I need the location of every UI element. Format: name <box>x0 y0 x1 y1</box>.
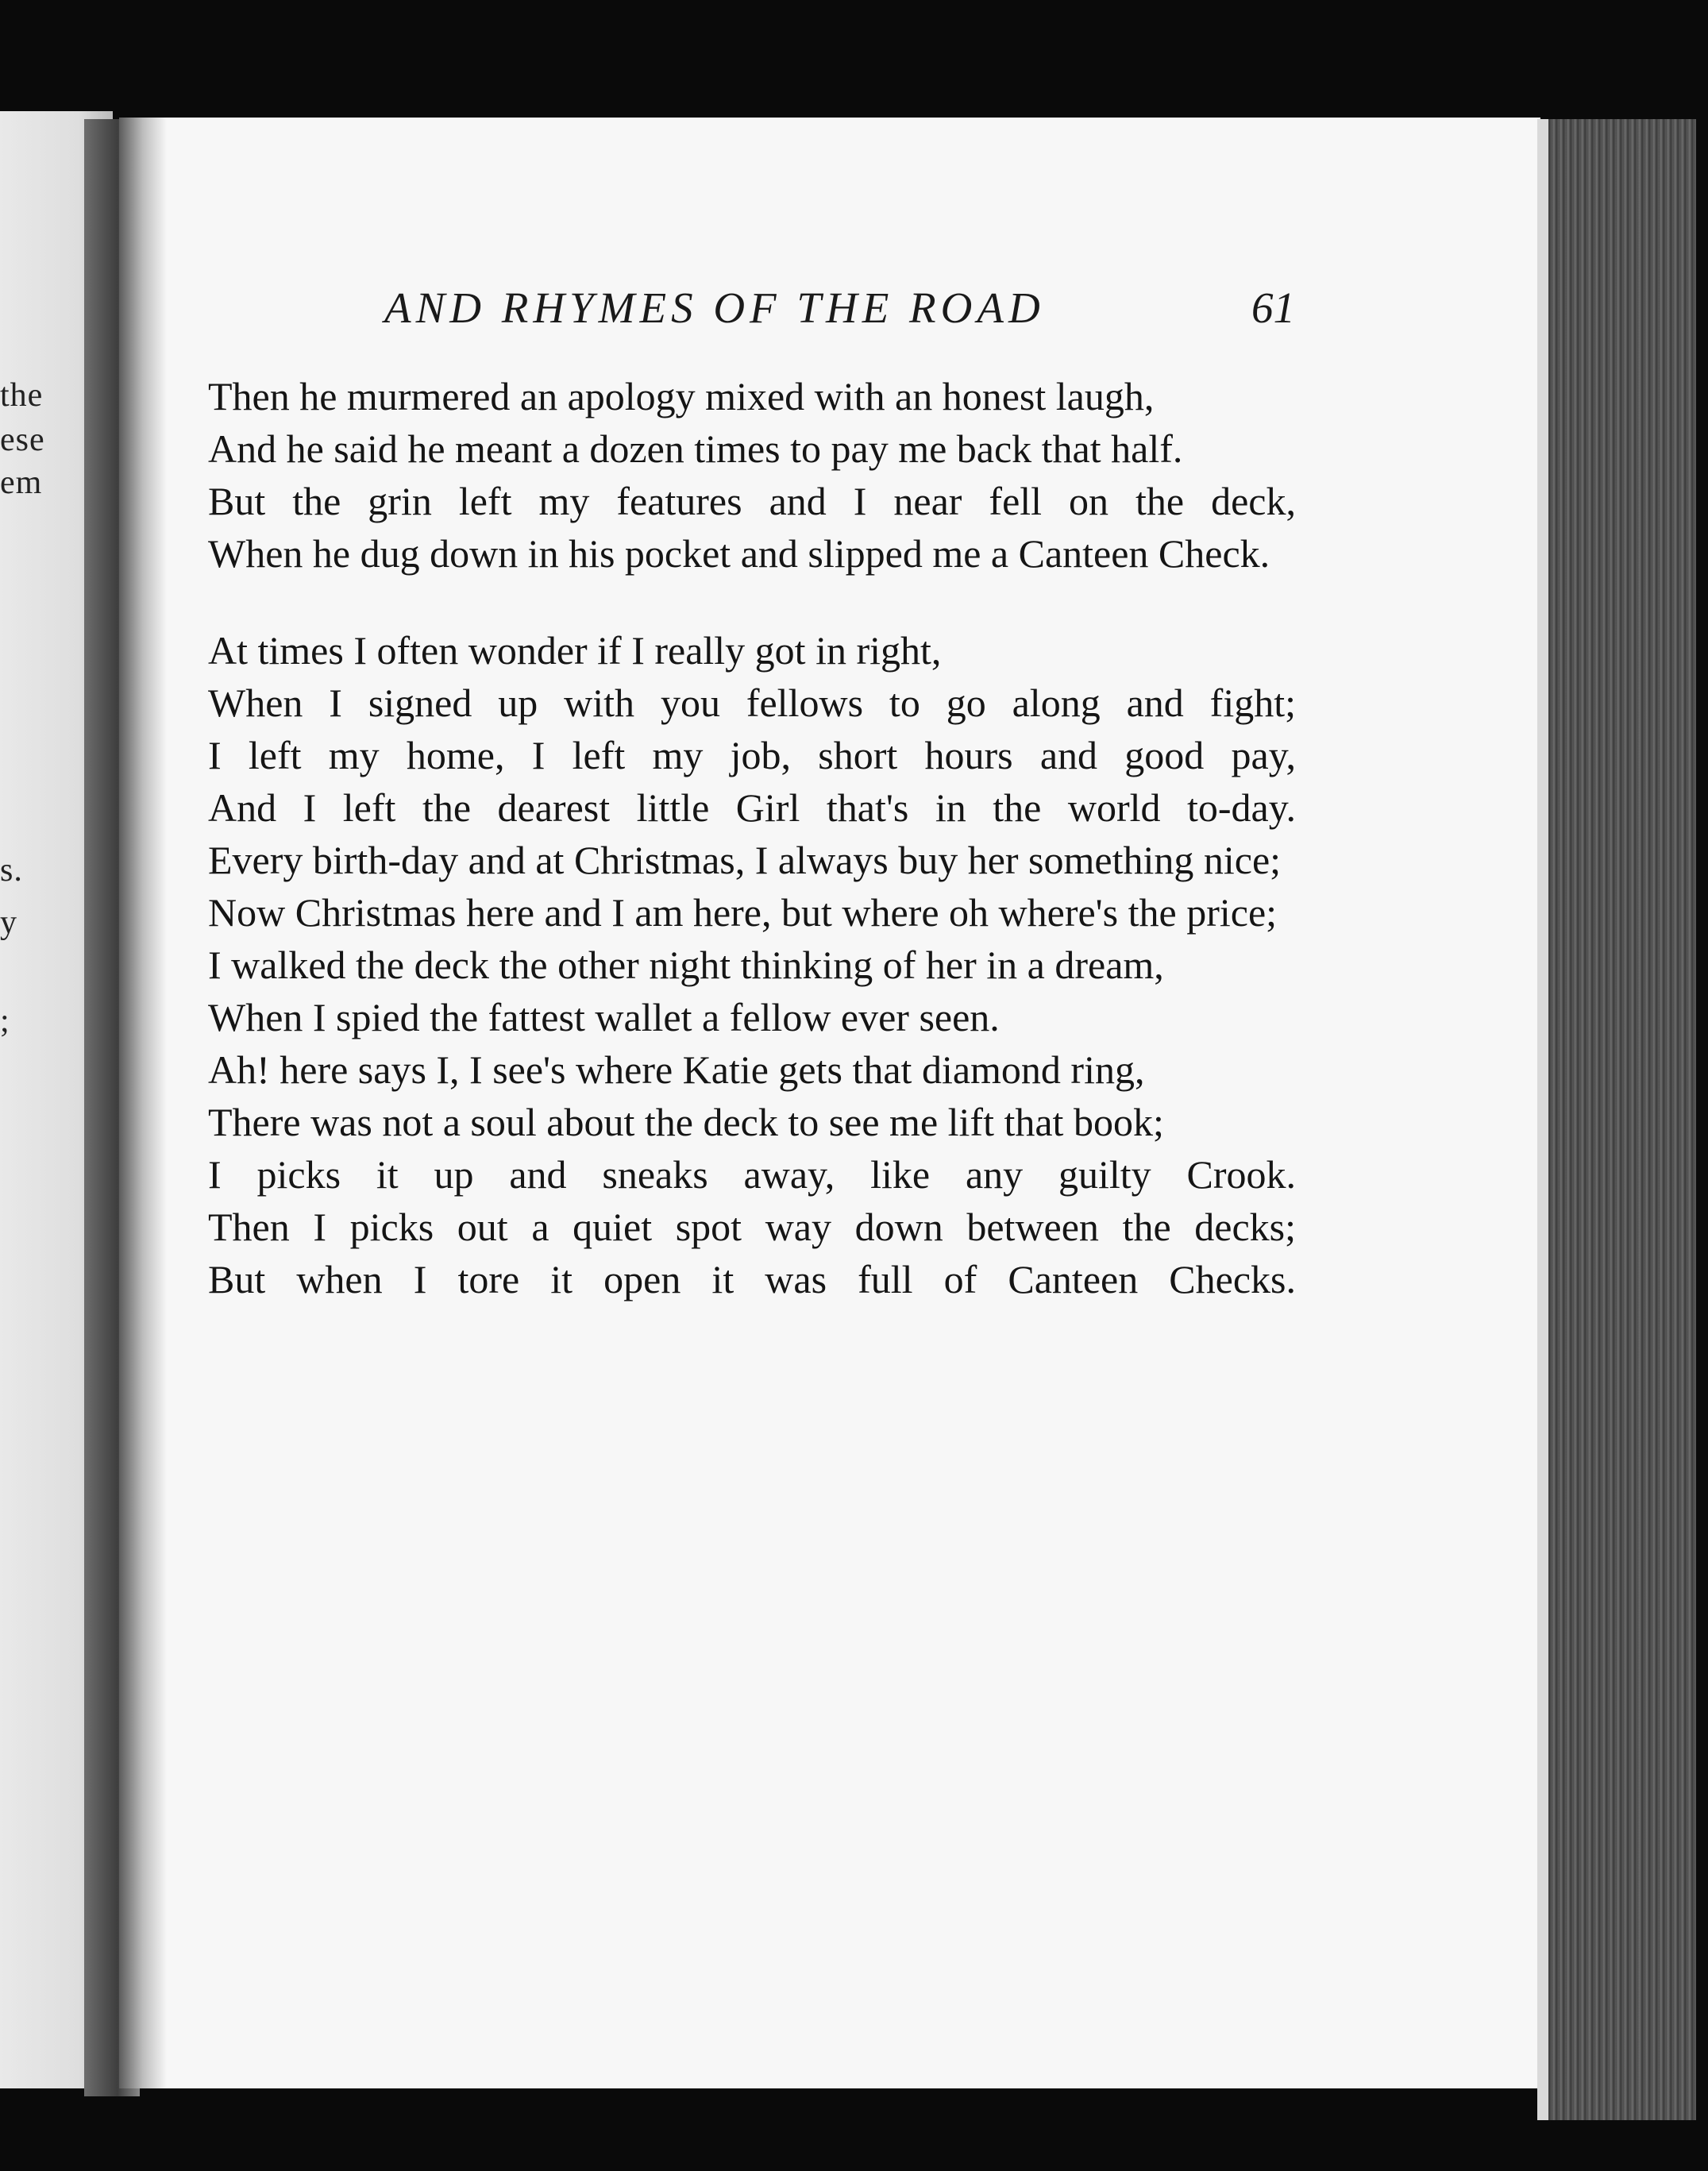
poem-line: I picks it up and sneaks away, like any guilty Crook. <box>208 1152 1296 1197</box>
facing-page-fragment: ; <box>0 1003 10 1039</box>
poem-line: I walked the deck the other night thinking of her in a dream, <box>208 943 1164 987</box>
stanza <box>208 627 1296 1302</box>
poem-line: When I spied the fattest wallet a fellow ever seen. <box>208 995 1000 1039</box>
facing-page-fragment: em <box>0 465 43 501</box>
poem-line: But the grin left my features and I near fell on the deck, <box>208 479 1296 523</box>
running-head: AND RHYMES OF THE ROAD <box>384 283 1045 332</box>
poem-line: And he said he meant a dozen times to pay me back that half. <box>208 426 1183 471</box>
page-number: 61 <box>1251 283 1295 332</box>
page-edge-highlight <box>1537 119 1548 2120</box>
facing-page-fragment: s. <box>0 852 23 889</box>
poem-line: Now Christmas here and I am here, but where oh where's the price; <box>208 890 1278 935</box>
poem-line: When I signed up with you fellows to go along and fight; <box>208 681 1296 725</box>
poem-line: And I left the dearest little Girl that's in the world to-day. <box>208 785 1296 830</box>
facing-page-fragment: ese <box>0 422 45 458</box>
poem-line: But when I tore it open it was full of Canteen Checks. <box>208 1257 1296 1301</box>
poem-line: When he dug down in his pocket and slipped me a Canteen Check. <box>208 531 1270 576</box>
stanza-break <box>208 576 1296 627</box>
poem-line: Ah! here says I, I see's where Katie gets that diamond ring, <box>208 1047 1145 1092</box>
poem-line: At times I often wonder if I really got in right, <box>208 628 942 673</box>
page-edges <box>1537 119 1696 2120</box>
page-gutter-shade <box>119 118 167 2088</box>
facing-page-fragment: the <box>0 377 44 414</box>
poem-line: Every birth-day and at Christmas, I always buy her something nice; <box>208 838 1282 882</box>
poem-line: I left my home, I left my job, short hours and good pay, <box>208 733 1296 777</box>
poem-line: Then I picks out a quiet spot way down between the decks; <box>208 1205 1296 1249</box>
poem-line: Then he murmered an apology mixed with an honest laugh, <box>208 374 1155 418</box>
poem-text <box>208 373 1296 1302</box>
stanza <box>208 373 1296 576</box>
poem-line: There was not a soul about the deck to see me lift that book; <box>208 1100 1164 1144</box>
facing-page-fragment: y <box>0 904 17 941</box>
